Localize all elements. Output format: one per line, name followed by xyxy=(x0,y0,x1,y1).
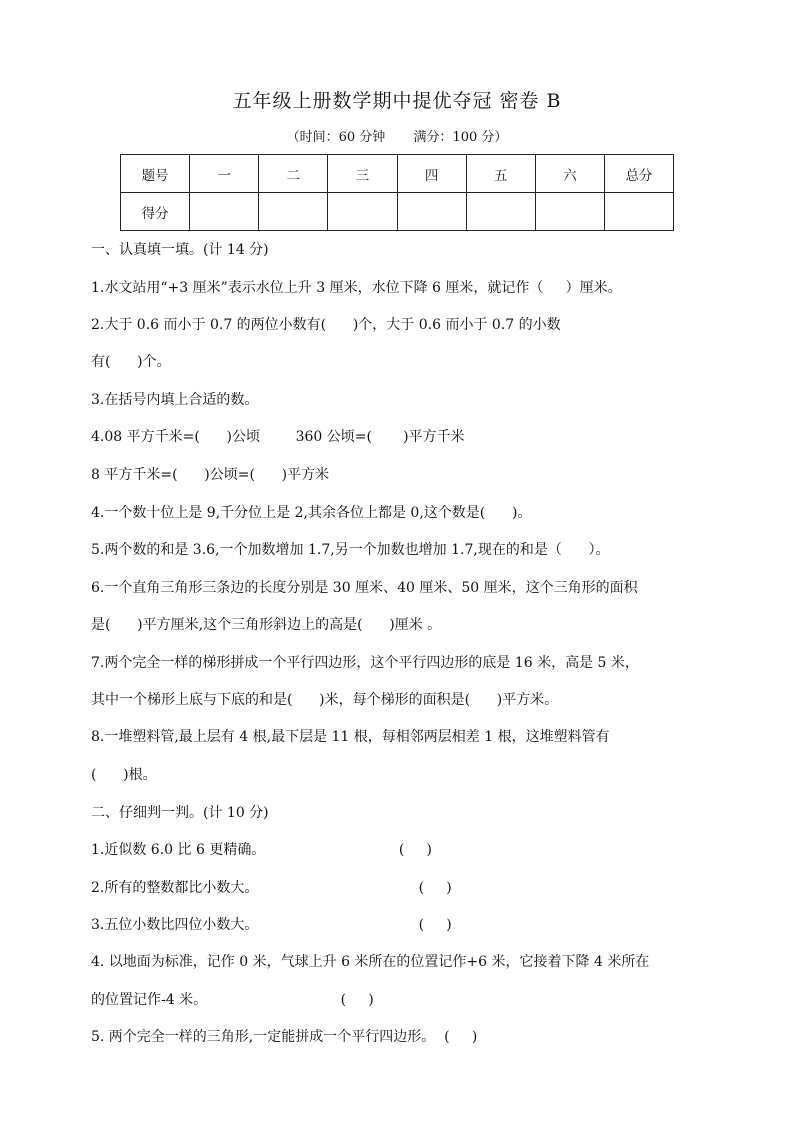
score-cell-blank[interactable] xyxy=(604,193,673,231)
question-line: 的位置记作-4 米。 ( ) xyxy=(91,992,374,1008)
score-table-header-row xyxy=(121,155,674,193)
score-cell-blank[interactable] xyxy=(328,193,397,231)
exam-title: 五年级上册数学期中提优夺冠 密卷 B xyxy=(232,90,562,112)
question-line: 2.大于 0.6 而小于 0.7 的两位小数有( )个，大于 0.6 而小于 0.7 的小数 xyxy=(91,317,561,333)
question-line: 3.在括号内填上合适的数。 xyxy=(91,392,259,408)
question-line: 1.近似数 6.0 比 6 更精确。 ( ) xyxy=(91,842,433,858)
question-line: 有( )个。 xyxy=(91,354,171,370)
score-cell-blank[interactable] xyxy=(466,193,535,231)
score-cell-total: 总分 xyxy=(604,155,673,193)
score-cell-q5: 五 xyxy=(466,155,535,193)
question-line: 6.一个直角三角形三条边的长度分别是 30 厘米、40 厘米、50 厘米，这个三角形的面积 xyxy=(91,580,638,596)
score-cell-label: 得分 xyxy=(121,193,190,231)
time-limit: （时间：60 分钟 xyxy=(286,130,386,145)
question-line: 8.一堆塑料管,最上层有 4 根,最下层是 11 根，每相邻两层相差 1 根，这堆塑料管有 xyxy=(91,729,610,745)
score-cell-q1: 一 xyxy=(190,155,259,193)
question-line: 4.08 平方千米=( )公顷 360 公顷=( )平方千米 xyxy=(91,429,465,445)
section-heading: 一、认真填一填。(计 14 分) xyxy=(91,242,269,258)
question-line: 3.五位小数比四位小数大。 ( ) xyxy=(91,917,452,933)
question-line: 1.水文站用“+3 厘米”表示水位上升 3 厘米，水位下降 6 厘米，就记作（ ）厘米。 xyxy=(91,280,622,296)
score-cell-blank[interactable] xyxy=(259,193,328,231)
question-line: 4.一个数十位上是 9,千分位上是 2,其余各位上都是 0,这个数是( )。 xyxy=(91,505,532,521)
exam-subtitle xyxy=(0,126,794,145)
question-line: 5. 两个完全一样的三角形,一定能拼成一个平行四边形。 ( ) xyxy=(91,1029,478,1045)
score-cell-label: 题号 xyxy=(121,155,190,193)
section-heading: 二、仔细判一判。(计 10 分) xyxy=(91,805,269,821)
question-line: 2.所有的整数都比小数大。 ( ) xyxy=(91,880,452,896)
question-line: 其中一个梯形上底与下底的和是( )米，每个梯形的面积是( )平方米。 xyxy=(91,692,559,708)
score-cell-q4: 四 xyxy=(397,155,466,193)
question-line: ( )根。 xyxy=(91,767,157,783)
full-score: 满分：100 分） xyxy=(413,130,508,145)
score-cell-q2: 二 xyxy=(259,155,328,193)
score-table-score-row xyxy=(121,193,674,231)
score-cell-q3: 三 xyxy=(328,155,397,193)
question-line: 4. 以地面为标准，记作 0 米，气球上升 6 米所在的位置记作+6 米，它接着下降 4 米所在 xyxy=(91,954,650,970)
score-table xyxy=(120,154,674,231)
score-cell-blank[interactable] xyxy=(190,193,259,231)
question-line: 7.两个完全一样的梯形拼成一个平行四边形，这个平行四边形的底是 16 米，高是 5 米， xyxy=(91,655,639,671)
score-cell-blank[interactable] xyxy=(397,193,466,231)
score-cell-q6: 六 xyxy=(535,155,604,193)
question-line: 5.两个数的和是 3.6,一个加数增加 1.7,另一个加数也增加 1.7,现在的和是（ ）。 xyxy=(91,542,610,558)
question-line: 是( )平方厘米,这个三角形斜边上的高是( )厘米 。 xyxy=(91,617,442,633)
question-line: 8 平方千米=( )公顷=( )平方米 xyxy=(91,467,330,483)
score-cell-blank[interactable] xyxy=(535,193,604,231)
